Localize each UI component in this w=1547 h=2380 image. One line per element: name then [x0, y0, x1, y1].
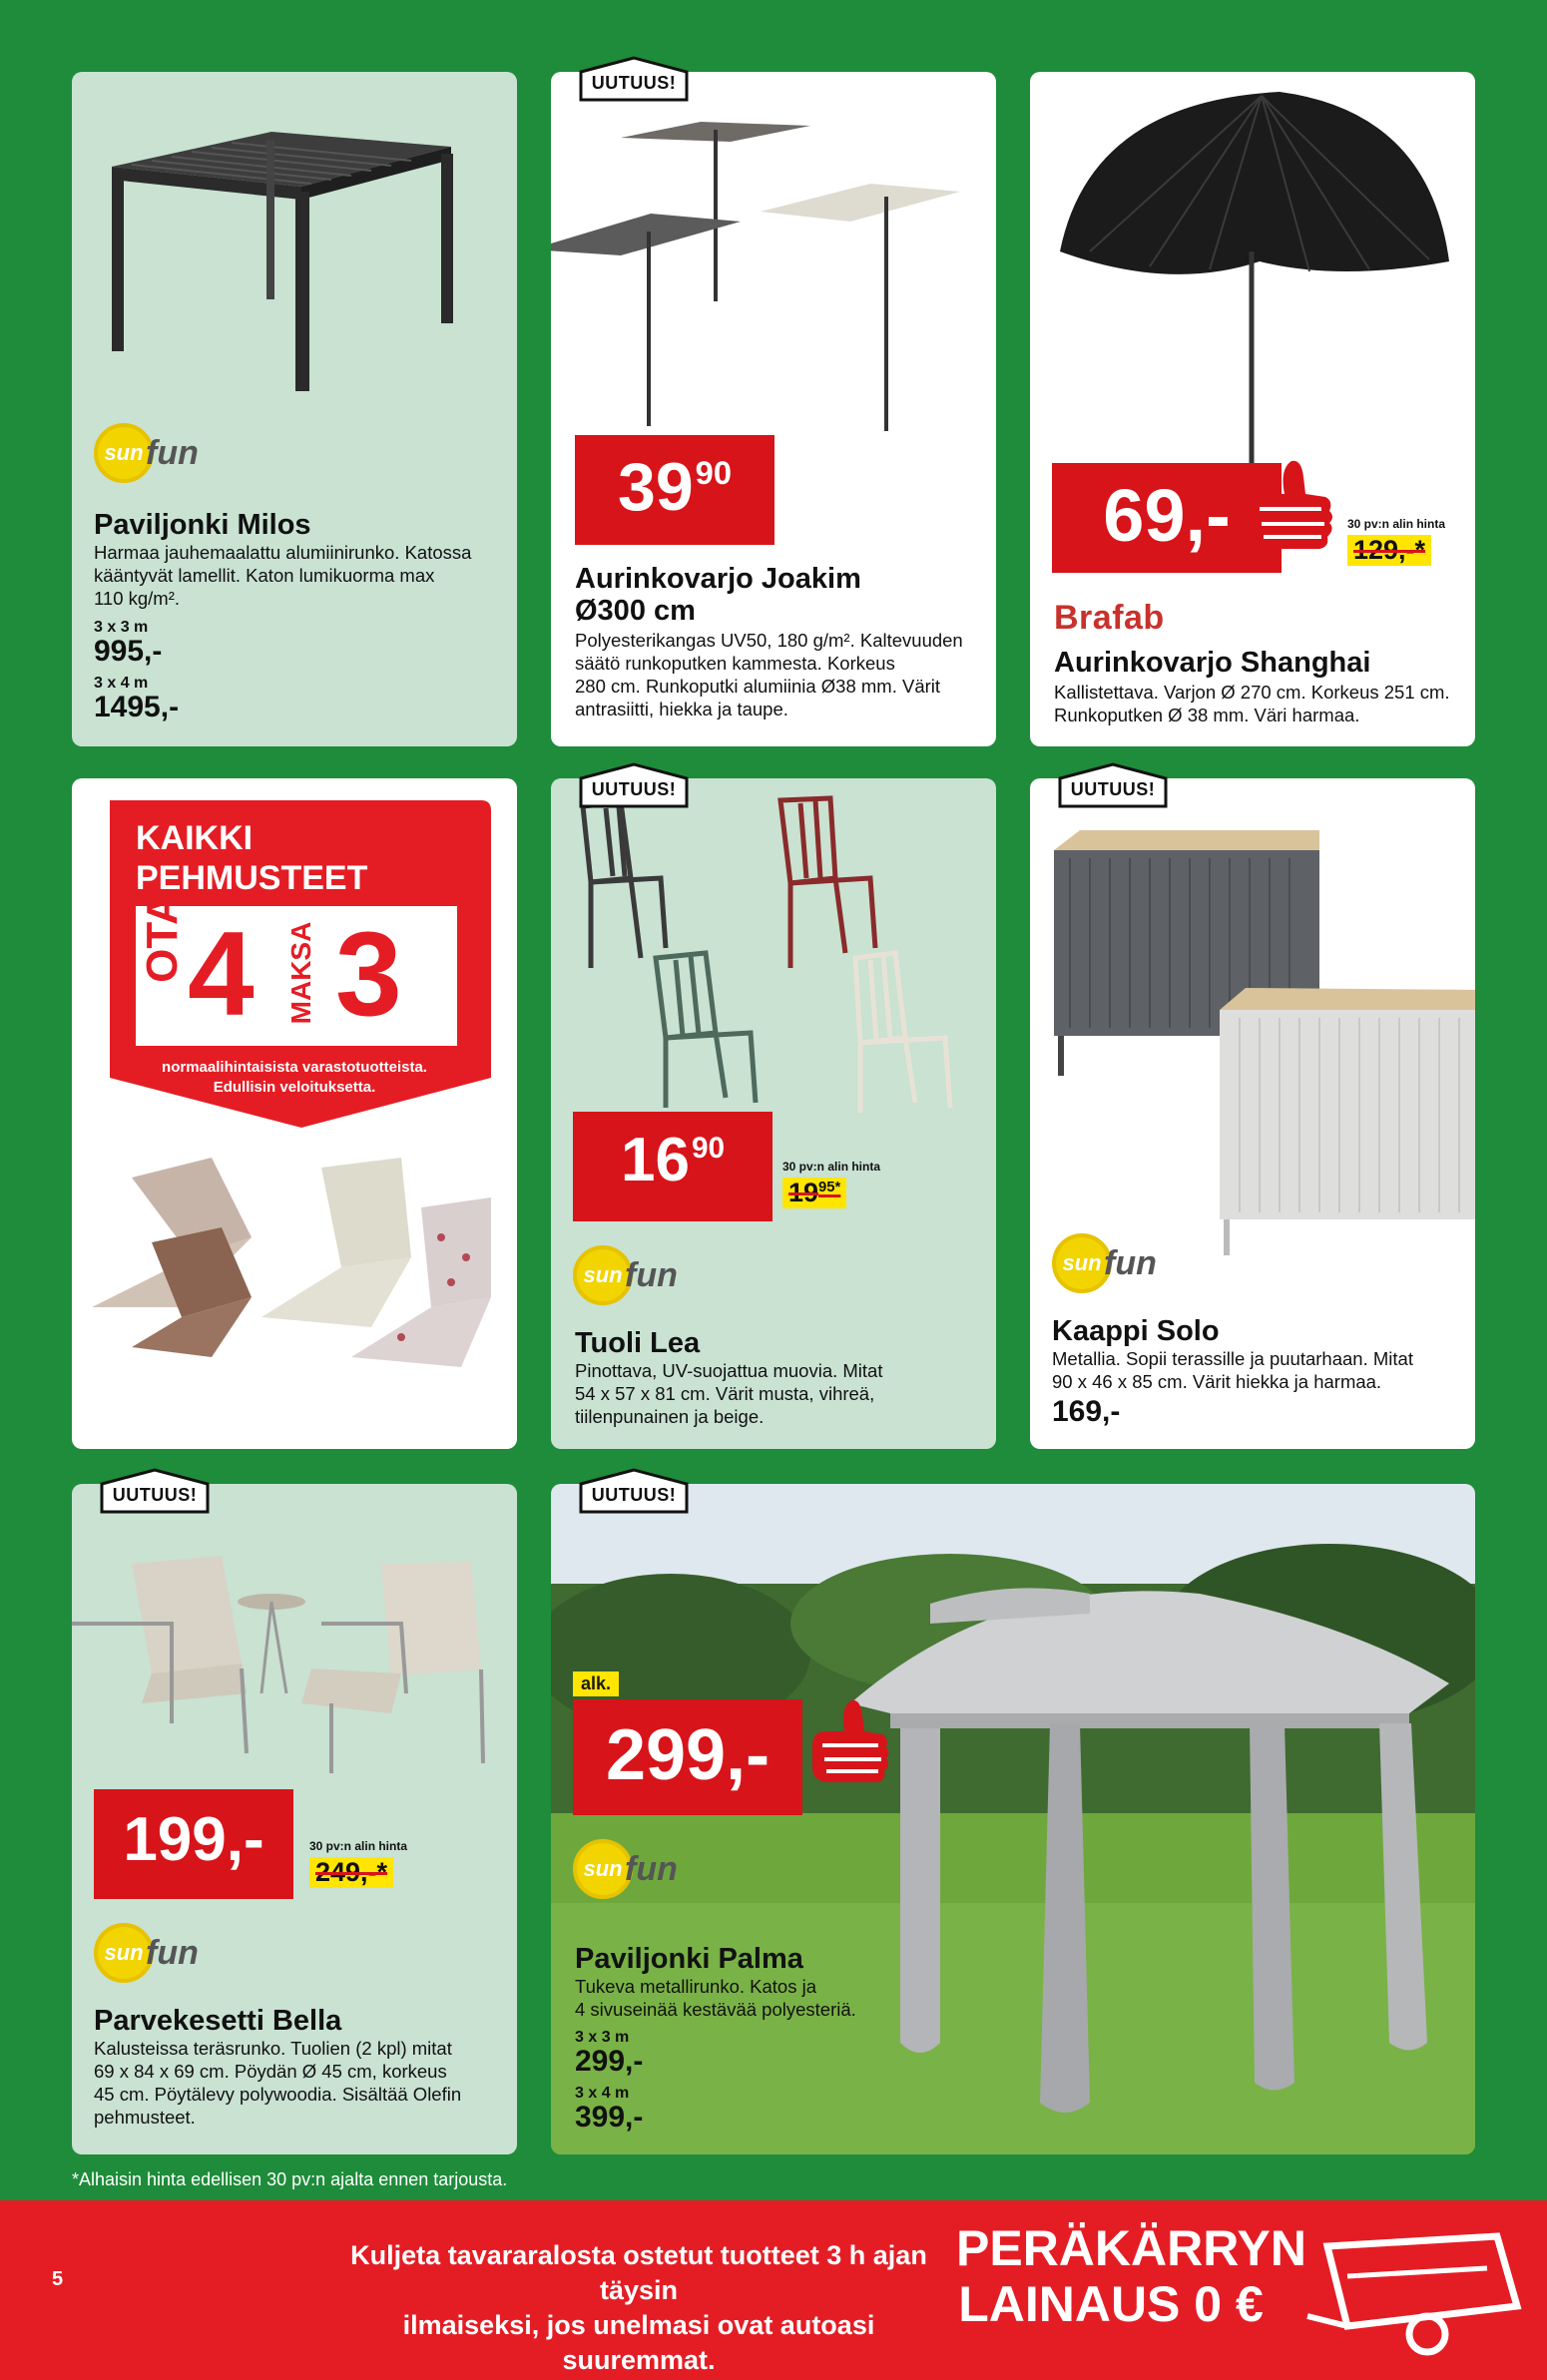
chairs-image	[551, 778, 996, 1118]
thumbs-up-icon	[1230, 449, 1339, 569]
new-badge: UUTUUS!	[579, 56, 689, 102]
price: 169,-	[1052, 1395, 1121, 1428]
sunfun-logo: sun fun	[1052, 1233, 1157, 1293]
sunfun-logo: sun fun	[94, 1923, 199, 1983]
parasol-shanghai-image	[1030, 72, 1475, 471]
product-title: Paviljonki Milos	[94, 509, 311, 541]
old-price: 30 pv:n alin hinta 249,-*	[309, 1839, 408, 1887]
trailer-icon	[1288, 2216, 1527, 2366]
product-card-shanghai[interactable]	[1030, 72, 1475, 746]
product-card-palma[interactable]	[551, 1484, 1475, 2154]
cabinets-image	[1030, 778, 1475, 1257]
product-title: Aurinkovarjo Shanghai	[1054, 647, 1371, 679]
brafab-logo: Brafab	[1054, 599, 1165, 637]
product-description: Kalusteissa teräsrunko. Tuolien (2 kpl) mitat 69 x 84 x 69 cm. Pöydän Ø 45 cm, korkeus 45 cm. Pöytälevy polywoodia. Sisältää Olefin pehmusteet.	[94, 2038, 462, 2128]
price: 299,-	[575, 2045, 644, 2078]
size-label: 3 x 3 m	[575, 2029, 630, 2046]
price: 399,-	[575, 2101, 644, 2134]
size-label: 3 x 4 m	[575, 2085, 630, 2102]
old-price: 30 pv:n alin hinta $19^{95*}$	[782, 1160, 881, 1207]
product-card-joakim[interactable]	[551, 72, 996, 746]
old-price: 30 pv:n alin hinta 129,-*	[1347, 517, 1446, 565]
footer-headline: PERÄKÄRRYN LAINAUS 0 €	[956, 2220, 1306, 2332]
product-description: Polyesterikangas UV50, 180 g/m². Kaltevuuden säätö runkoputken kammesta. Korkeus 280 cm. Runkoputki alumiinia Ø38 mm. Värit antrasiitti, hiekka ja taupe.	[575, 630, 963, 719]
balcony-set-image	[72, 1484, 517, 1783]
product-card-milos[interactable]	[72, 72, 517, 746]
price-box: 69,-	[1052, 463, 1282, 573]
price-box: 16 $^{90}$	[573, 1112, 773, 1221]
footnote: *Alhaisin hinta edellisen 30 pv:n ajalta ennen tarjousta.	[72, 2169, 508, 2189]
product-title: Aurinkovarjo Joakim Ø300 cm	[575, 563, 861, 627]
sunfun-logo: sun fun	[94, 423, 199, 483]
product-description: Metallia. Sopii terassille ja puutarhaan. Mitat 90 x 46 x 85 cm. Värit hiekka ja harmaa.	[1052, 1348, 1413, 1392]
footer-banner	[0, 2200, 1547, 2380]
price-box: 39 $^{90}$	[575, 435, 774, 545]
alk-label: alk.	[573, 1671, 619, 1696]
promo-headline: KAIKKI PEHMUSTEET	[136, 819, 368, 897]
product-card-lea[interactable]	[551, 778, 996, 1449]
sunfun-logo: sun fun	[573, 1245, 678, 1305]
price: 1495,-	[94, 691, 180, 723]
promo-note: normaalihintaisista varastotuotteista. Edullisin veloituksetta.	[162, 1059, 427, 1096]
product-title: Tuoli Lea	[575, 1327, 701, 1359]
product-card-cushions[interactable]	[72, 778, 517, 1449]
new-badge: UUTUUS!	[100, 1468, 210, 1514]
product-title: Paviljonki Palma	[575, 1943, 803, 1975]
product-description: Kallistettava. Varjon Ø 270 cm. Korkeus 251 cm. Runkoputken Ø 38 mm. Väri harmaa.	[1054, 682, 1450, 725]
size-label: 3 x 3 m	[94, 619, 149, 636]
product-description: Tukeva metallirunko. Katos ja 4 sivuseinää kestävää polyesteriä.	[575, 1976, 856, 2020]
thumbs-up-icon	[794, 1689, 894, 1799]
new-badge: UUTUUS!	[579, 1468, 689, 1514]
promo-box: OTA 4 MAKSA 3	[136, 906, 457, 1046]
page-number: 5	[52, 2268, 64, 2290]
product-title: Kaappi Solo	[1052, 1315, 1220, 1347]
new-badge: UUTUUS!	[1058, 762, 1168, 808]
product-card-bella[interactable]	[72, 1484, 517, 2154]
new-badge: UUTUUS!	[579, 762, 689, 808]
footer-text: Kuljeta tavararalosta ostetut tuotteet 3 h ajan täysin ilmaiseksi, jos unelmasi ovat autoasi suuremmat.	[350, 2240, 927, 2375]
product-title: Parvekesetti Bella	[94, 2005, 342, 2037]
product-description: Harmaa jauhemaalattu alumiinirunko. Katossa kääntyvät lamellit. Katon lumikuorma max 110 kg/m².	[94, 542, 472, 609]
price: 995,-	[94, 635, 163, 668]
parasols-image	[551, 72, 996, 431]
price-box: 199,-	[94, 1789, 293, 1899]
garden-gazebo-image	[551, 1484, 1475, 2154]
product-card-solo[interactable]	[1030, 778, 1475, 1449]
cushions-image	[72, 1148, 517, 1447]
pergola-image	[72, 72, 517, 451]
size-label: 3 x 4 m	[94, 675, 149, 692]
product-description: Pinottava, UV-suojattua muovia. Mitat 54 x 57 x 81 cm. Värit musta, vihreä, tiilenpunainen ja beige.	[575, 1360, 883, 1427]
sunfun-logo: sun fun	[573, 1839, 678, 1899]
price-box: 299,-	[573, 1699, 802, 1815]
